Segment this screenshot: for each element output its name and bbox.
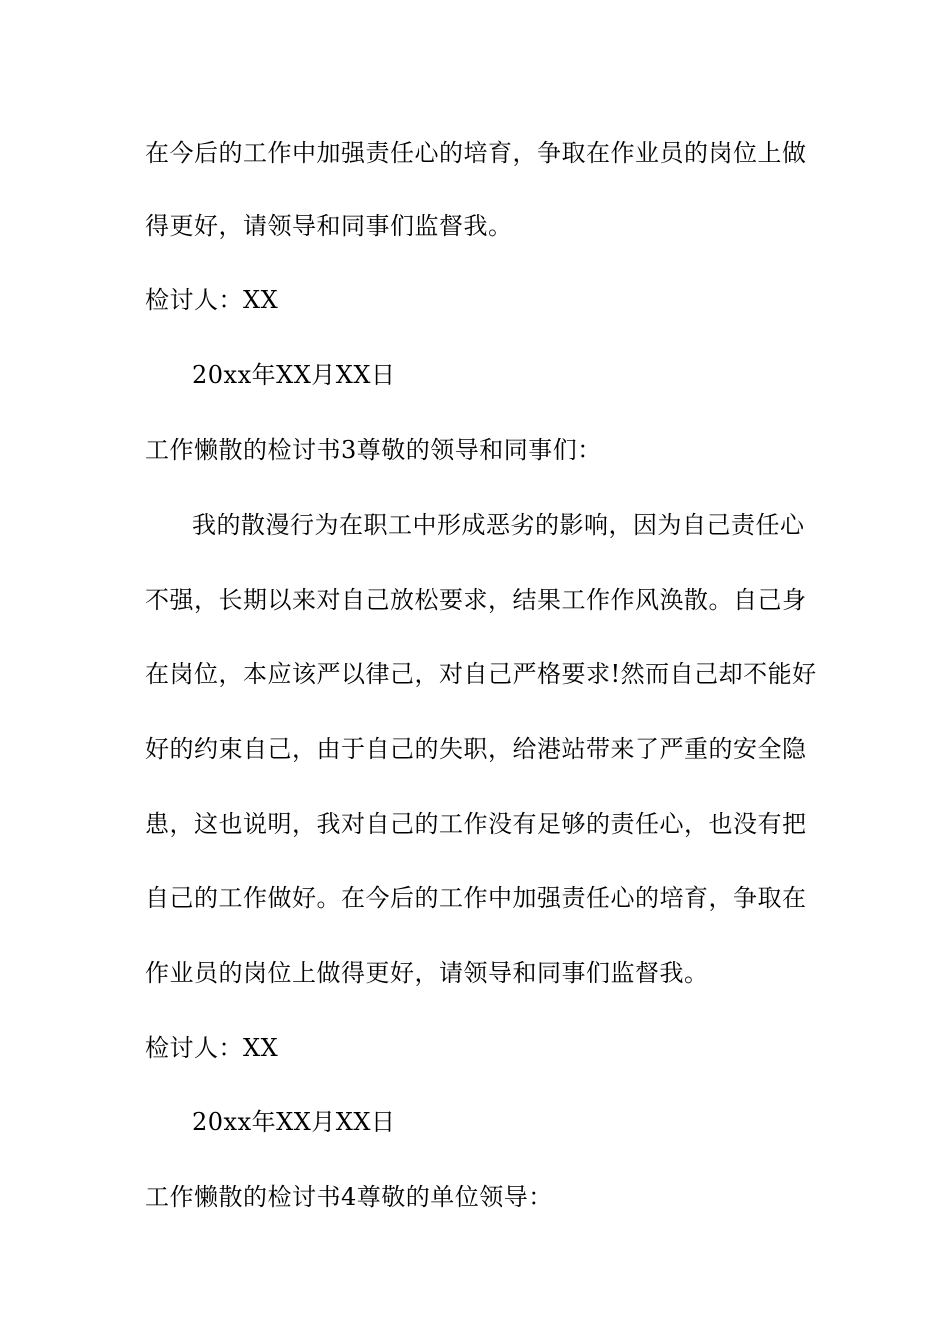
signature-line: 检讨人：XX — [145, 286, 279, 314]
section-heading: 工作懒散的检讨书3尊敬的领导和同事们： — [145, 436, 602, 464]
body-text-line: 好的约束自己，由于自己的失职，给港站带来了严重的安全隐 — [145, 735, 807, 763]
body-text-line: 不强，长期以来对自己放松要求，结果工作作风涣散。自己身 — [145, 586, 807, 614]
body-text-line: 得更好，请领导和同事们监督我。 — [145, 212, 513, 240]
body-text-line: 自己的工作做好。在今后的工作中加强责任心的培育，争取在 — [145, 884, 807, 912]
date-line: 20xx年XX月XX日 — [192, 1108, 396, 1136]
body-text-line: 在今后的工作中加强责任心的培育，争取在作业员的岗位上做 — [145, 139, 807, 167]
body-text-line: 我的散漫行为在职工中形成恶劣的影响，因为自己责任心 — [192, 511, 805, 539]
body-text-line: 患，这也说明，我对自己的工作没有足够的责任心，也没有把 — [145, 810, 807, 838]
body-text-line: 在岗位，本应该严以律己，对自己严格要求!然而自己却不能好 — [145, 660, 817, 688]
body-text-line: 作业员的岗位上做得更好，请领导和同事们监督我。 — [145, 959, 709, 987]
signature-line: 检讨人：XX — [145, 1034, 279, 1062]
date-line: 20xx年XX月XX日 — [192, 361, 396, 389]
section-heading: 工作懒散的检讨书4尊敬的单位领导： — [145, 1183, 553, 1211]
